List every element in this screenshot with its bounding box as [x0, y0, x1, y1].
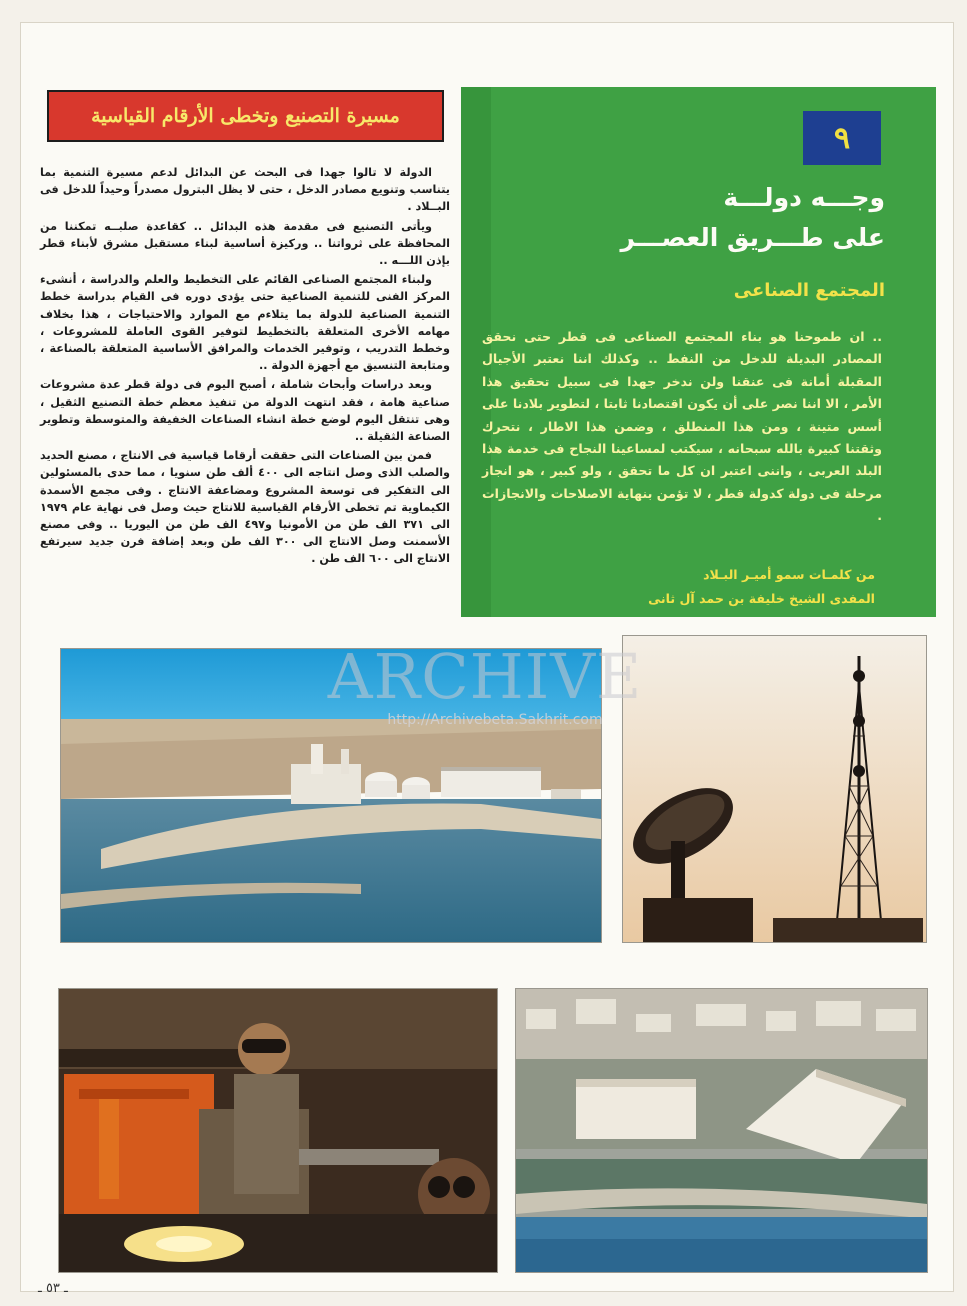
article-paragraph-4: وبعد دراسات وأبحاث شاملة ، أصبح اليوم فى دولة قطر عدة مشروعات صناعية هامة ، فقد انتهت الدولة من تنفيذ معظم خطة التصنيع الثقيل ، وهى تنتقل اليوم لوضع خطة انشاء الصناعات الخفيفة والمتوسطة وتطوير الصناعة الثقيلة ..	[40, 378, 450, 444]
article-paragraph-2: ويأتى التصنيع فى مقدمة هذه البدائل .. كقاعدة صلبــه تمكننا من المحافظة على ثرواتنا .. وركيزة أساسية لبناء مستقبل مشرق لأبناء قطر بإذن اللـــه ..	[40, 219, 450, 268]
quote-subheading: المجتمع الصناعى	[733, 280, 885, 301]
attribution-line-2: المفدى الشيخ خليفة بن حمد آل ثانى	[648, 591, 875, 606]
article-paragraph-1: الدولة لا تالوا جهدا فى البحث عن البدائل لدعم مسيرة التنمية بما يتناسب وتنويع مصادر الدخل ، حتى لا يظل البترول مصدراً وحيداً للدخل فى البــلاد .	[40, 166, 450, 214]
attribution-line-1: من كلمـات سمو أميـر البـلاد	[703, 567, 875, 582]
quote-text: .. ان طموحنا هو بناء المجتمع الصناعى فى قطر حتى نحقق المصادر البديلة للدخل من النفط .. وكذلك اننا نعتبر الأجيال المقبلة أمانة فى عنقنا ولن ندخر جهدا فى سبيل تحقيق هذا الأمر ، الا اننا نصر على أن يكون اقتصادنا ثابتا ، لتطوير بلادنا على أسس متينة ، ومن هذا المنطلق ، وضمن هذا الاطار ، نتحرك وثقتنا كبيرة بالله سبحانه ، سيكتب لمساعينا النجاح فى خدمة هذا البلد العربى ، واننى اعتبر ان كل ما تحقق ، ولو كبير ، هو انجاز مرحلة فى دولة كدولة قطر ، لا تؤمن بنهاية الاصلاحات والانجازات .	[482, 329, 882, 524]
quote-attribution	[470, 563, 875, 611]
headline-line-1: وجـــه دولـــة	[723, 183, 885, 212]
archive-watermark: ARCHIVE	[327, 639, 643, 713]
article-paragraph-3: ولبناء المجتمع الصناعى القائم على التخطيط والعلم والدراسة ، أنشىء المركز الفنى للتنمية الصناعية حتى يؤدى دوره فى القيام بدراسة خطط التنمية الصناعية للدولة بما يتلاءم مع الموارد والاحتياجات ، هذا بخلاف مهامه الأخرى المتعلقة بالتخطيط لتوفير القوى العاملة للمشروعات ، وخطط التدريب ، وتوفير الخدمات والمرافق الأساسية المتعلقة بالصناعة ، ومتابعة التنسيق مع أجهزة الدولة ..	[40, 273, 450, 373]
page-number: ـ ٥٣ ـ	[38, 1281, 68, 1296]
photo-radio-tower	[622, 635, 927, 943]
section-title: مسيرة التصنيع وتخطى الأرقام القياسية	[91, 105, 400, 127]
article-body	[40, 164, 450, 570]
photo-steel-workers	[58, 988, 498, 1273]
chapter-number: ٩	[833, 120, 851, 156]
photo-city-coast	[515, 988, 928, 1273]
chapter-number-badge	[803, 111, 881, 165]
quote-headline	[470, 178, 885, 258]
section-title-banner	[47, 90, 444, 142]
article-paragraph-5: فمن بين الصناعات التى حققت أرقاما قياسية فى الانتاج ، مصنع الحديد والصلب الذى وصل انتاجه الى ٤٠٠ ألف طن سنويا ، مما حدى بالمسئولين الى التفكير فى توسعة المشروع ومضاعفة الانتاج . وفى مجمع الأسمدة الكيماوية تم تخطى الأرقام القياسية للانتاج حيث وصل فى نهاية عام ١٩٧٩ الى ٣٧١ الف طن من الأمونيا و٤٩٧ الف طن من اليوريا .. وفى مصنع الأسمنت وصل الانتاج الى ٣٠٠ الف طن وبعد إضافة فرن جديد سيرتفع الانتاج الى ٦٠٠ الف طن .	[40, 449, 450, 566]
headline-line-2: على طـــريق العصـــر	[620, 223, 885, 252]
archive-watermark-url: http://Archivebeta.Sakhrit.com	[387, 712, 603, 728]
